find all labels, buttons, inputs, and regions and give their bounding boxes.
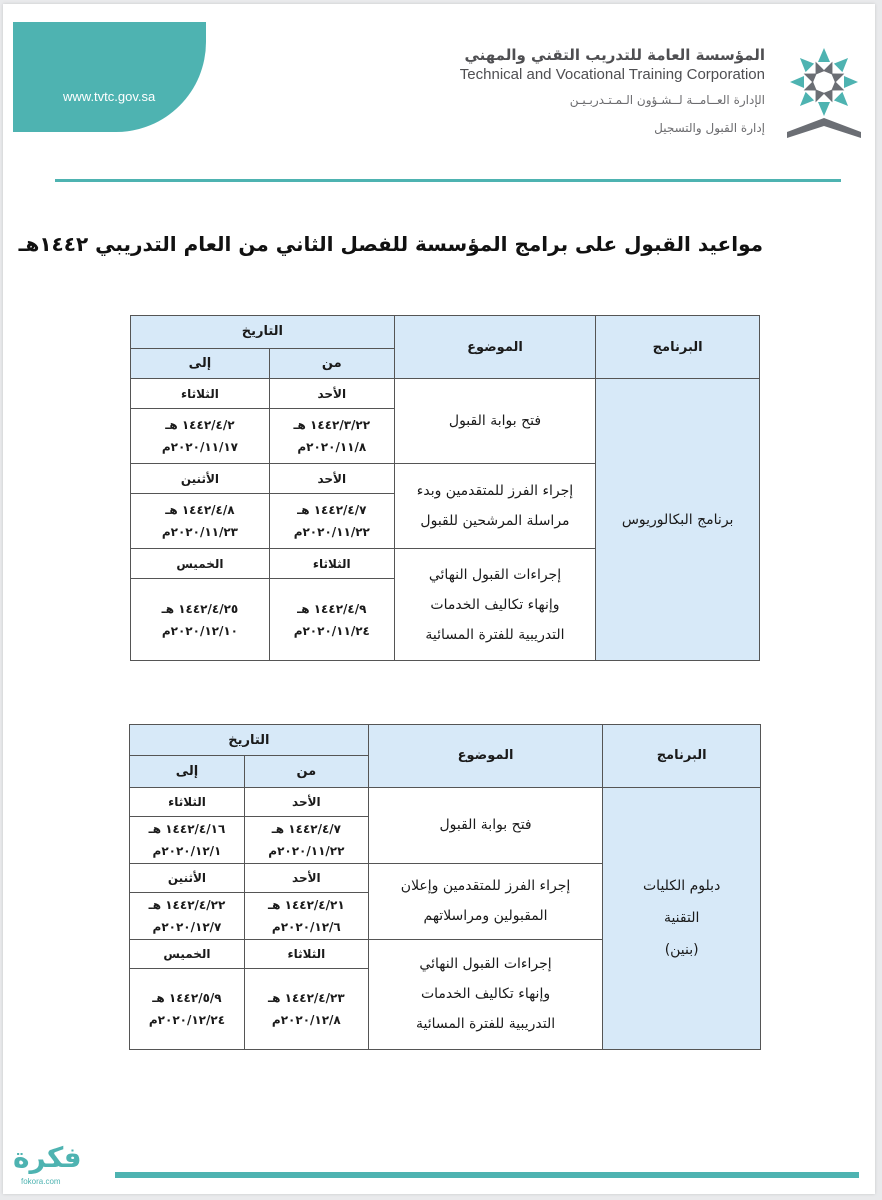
from-day: الثلاثاء (269, 549, 394, 579)
from-hijri: ١٤٤٢/٣/٢٢ هـ (293, 418, 371, 433)
to-hijri: ١٤٤٢/٤/١٦ هـ (148, 821, 226, 836)
topic-line: إجراء الفرز للمتقدمين وبدء (416, 483, 574, 500)
from-gregorian: ٢٠٢٠/١١/٢٤م (293, 623, 370, 638)
department-name: الإدارة العــامــة لــشـؤون الـمـتـدربـيـن (569, 93, 765, 107)
org-name-arabic: المؤسسة العامة للتدريب التقني والمهني (464, 46, 765, 64)
topic-cell (394, 464, 596, 549)
topic-cell (368, 787, 603, 863)
to-gregorian: ٢٠٢٠/١٢/٧م (152, 919, 222, 934)
program-cell: برنامج البكالوريوس (596, 379, 760, 661)
from-hijri: ١٤٤٢/٤/٢١ هـ (268, 897, 345, 912)
to-day: الأثنين (130, 863, 245, 892)
to-day: الثلاثاء (130, 787, 245, 816)
website-url: www.tvtc.gov.sa (63, 89, 156, 104)
watermark-logo (9, 1139, 149, 1191)
to-date (131, 409, 270, 464)
topic-line: وإنهاء تكاليف الخدمات (430, 596, 560, 613)
topic-line: إجراءات القبول النهائي (419, 956, 552, 973)
header-topic: الموضوع (394, 316, 596, 379)
schedule-table-diploma (129, 724, 761, 1050)
to-date (131, 494, 270, 549)
header-date: التاريخ (130, 725, 369, 756)
table-row (131, 379, 760, 409)
topic-line: إجراءات القبول النهائي (428, 566, 562, 583)
from-date (244, 817, 368, 864)
from-date (269, 409, 394, 464)
header-program: البرنامج (596, 316, 760, 379)
from-gregorian: ٢٠٢٠/١١/٢٢م (268, 843, 345, 858)
header-topic: الموضوع (368, 725, 603, 788)
from-day: الأحد (244, 787, 368, 816)
to-hijri: ١٤٤٢/٥/٩ هـ (152, 990, 222, 1005)
from-day: الأحد (244, 863, 368, 892)
program-line: (بنين) (664, 942, 699, 959)
to-gregorian: ٢٠٢٠/١٢/١م (152, 843, 222, 858)
topic-line: فتح بوابة القبول (439, 817, 532, 834)
from-day: الأحد (269, 464, 394, 494)
from-day: الأحد (269, 379, 394, 409)
watermark-domain: fokora.com (21, 1177, 61, 1186)
topic-line: مراسلة المرشحين للقبول (420, 513, 570, 530)
to-date (130, 893, 245, 940)
from-date (269, 579, 394, 661)
from-gregorian: ٢٠٢٠/١١/٨م (297, 440, 367, 455)
header-from: من (244, 756, 368, 787)
to-day: الأثنين (131, 464, 270, 494)
from-hijri: ١٤٤٢/٤/٢٣ هـ (268, 990, 345, 1005)
to-date (130, 968, 245, 1049)
tvtc-logo-icon (781, 44, 867, 144)
from-gregorian: ٢٠٢٠/١٢/٦م (271, 919, 341, 934)
topic-cell (368, 939, 603, 1049)
to-day: الثلاثاء (131, 379, 270, 409)
to-hijri: ١٤٤٢/٤/٨ هـ (165, 503, 235, 518)
topic-line: التدريبية للفترة المسائية (425, 626, 565, 643)
from-gregorian: ٢٠٢٠/١٢/٨م (271, 1012, 341, 1027)
topic-line: إجراء الفرز للمتقدمين وإعلان (400, 878, 571, 895)
from-date (244, 893, 368, 940)
header-to: إلى (131, 348, 270, 379)
program-line: دبلوم الكليات (643, 878, 721, 895)
to-hijri: ١٤٤٢/٤/٢٥ هـ (161, 601, 239, 616)
from-hijri: ١٤٤٢/٤/٧ هـ (271, 821, 342, 836)
footer-divider (115, 1172, 859, 1178)
to-day: الخميس (131, 549, 270, 579)
to-gregorian: ٢٠٢٠/١١/٢٣م (161, 525, 238, 540)
organization-header (460, 46, 765, 135)
to-date (131, 579, 270, 661)
to-gregorian: ٢٠٢٠/١٢/٢٤م (148, 1012, 226, 1027)
from-gregorian: ٢٠٢٠/١١/٢٢م (293, 525, 370, 540)
program-cell (603, 787, 761, 1049)
from-date (244, 968, 368, 1049)
topic-line: وإنهاء تكاليف الخدمات (420, 986, 551, 1003)
from-date (269, 494, 394, 549)
schedule-table-bachelor (130, 315, 760, 661)
to-hijri: ١٤٤٢/٤/٢٢ هـ (148, 897, 226, 912)
watermark-text: فكرة (13, 1141, 82, 1174)
document-page (3, 4, 875, 1194)
sub-department-name: إدارة القبول والتسجيل (654, 121, 765, 135)
header-to: إلى (130, 756, 245, 787)
header-divider (55, 179, 841, 182)
from-hijri: ١٤٤٢/٤/٧ هـ (297, 503, 367, 518)
to-date (130, 817, 245, 864)
url-banner (13, 22, 206, 132)
from-hijri: ١٤٤٢/٤/٩ هـ (297, 601, 367, 616)
to-gregorian: ٢٠٢٠/١٢/١٠م (161, 623, 238, 638)
org-name-english: Technical and Vocational Training Corporation (459, 66, 765, 83)
topic-cell (394, 379, 596, 464)
to-day: الخميس (130, 939, 245, 968)
to-gregorian: ٢٠٢٠/١١/١٧م (161, 440, 238, 455)
to-hijri: ١٤٤٢/٤/٢ هـ (165, 418, 235, 433)
table-row (130, 787, 761, 816)
from-day: الثلاثاء (244, 939, 368, 968)
topic-cell (368, 863, 603, 939)
header-from: من (269, 348, 394, 379)
topic-line: المقبولين ومراسلاتهم (423, 908, 548, 925)
header-date: التاريخ (131, 316, 395, 349)
header-program: البرنامج (603, 725, 761, 788)
topic-line: فتح بوابة القبول (448, 413, 542, 430)
program-line: التقنية (663, 910, 700, 927)
page-title: مواعيد القبول على برامج المؤسسة للفصل الثاني من العام التدريبي ١٤٤٢هـ (18, 232, 763, 256)
topic-cell (394, 549, 596, 661)
topic-line: التدريبية للفترة المسائية (415, 1016, 556, 1033)
